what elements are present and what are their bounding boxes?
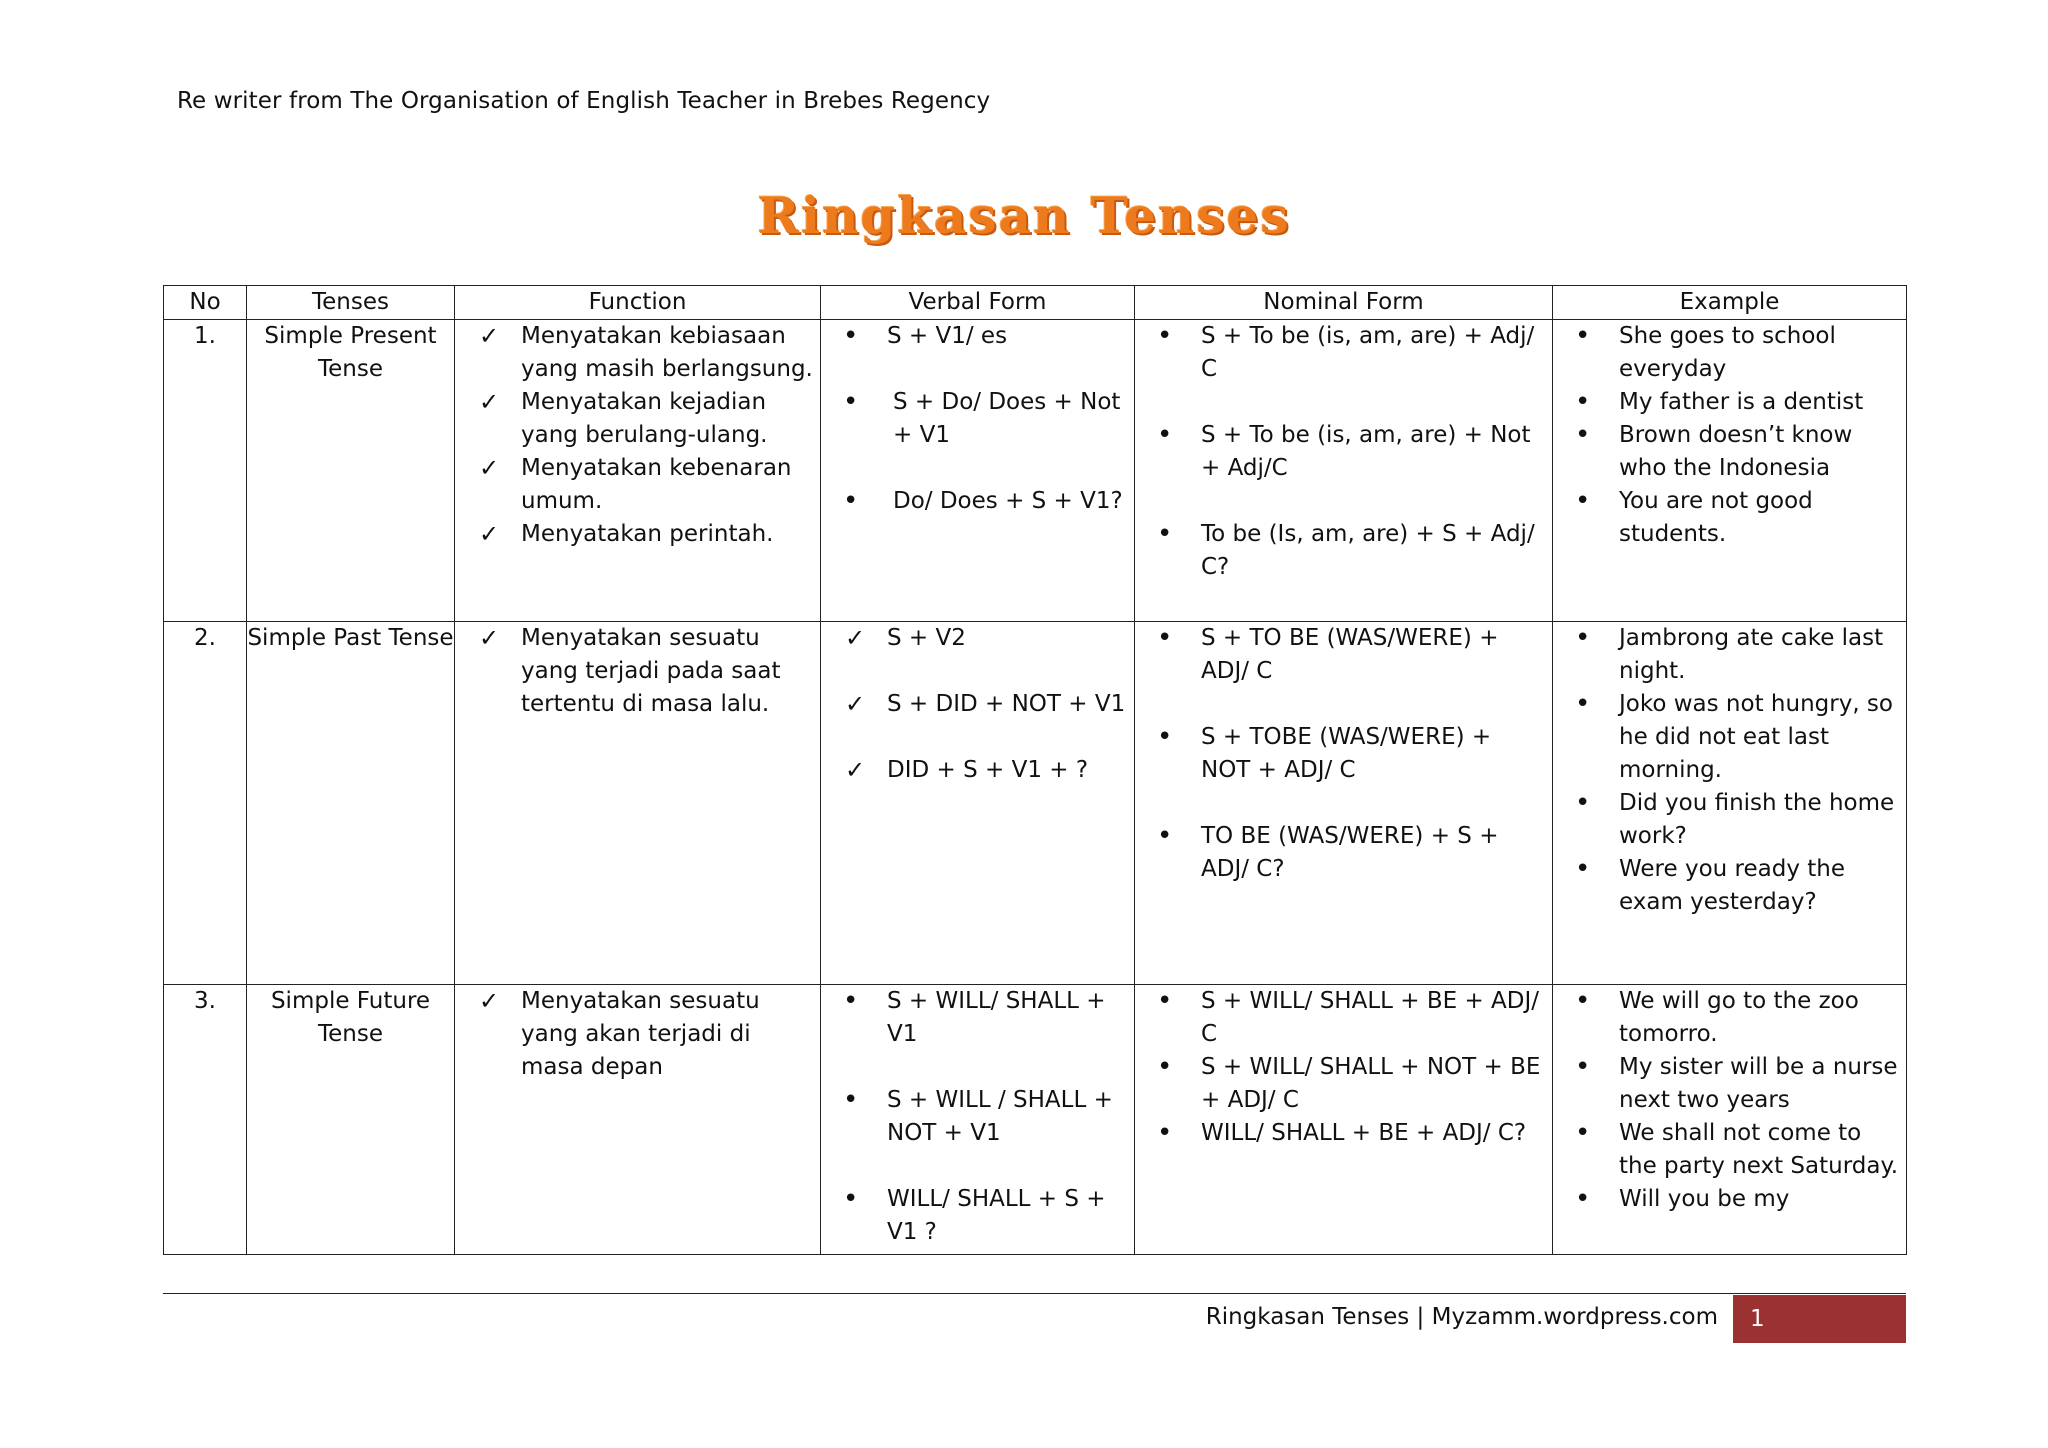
document-header: Re writer from The Organisation of English Teacher in Brebes Regency	[177, 88, 991, 114]
example-item: • My sister will be a nurse next two years	[1553, 1051, 1906, 1117]
example-item: • Brown doesn’t know who the Indonesia	[1553, 419, 1906, 485]
verbal-form-item: • S + WILL/ SHALL + V1	[821, 985, 1134, 1051]
nominal-form-item: • S + WILL/ SHALL + BE + ADJ/ C	[1135, 985, 1552, 1051]
nominal-form-item: • TO BE (WAS/WERE) + S + ADJ/ C?	[1135, 820, 1552, 886]
nominal-form-item: • S + To be (is, am, are) + Not + Adj/C	[1135, 419, 1552, 485]
nominal-form-item: • S + WILL/ SHALL + NOT + BE + ADJ/ C	[1135, 1051, 1552, 1117]
row-number: 2.	[164, 622, 247, 985]
example-item: • Did you finish the home work?	[1553, 787, 1906, 853]
nominal-form-item: • To be (Is, am, are) + S + Adj/ C?	[1135, 518, 1552, 584]
example-item: • My father is a dentist	[1553, 386, 1906, 419]
function-cell	[455, 985, 821, 1255]
function-cell	[455, 320, 821, 622]
verbal-form-item: ✓ S + DID + NOT + V1	[821, 688, 1134, 721]
table-row	[164, 622, 1907, 985]
example-item: • Were you ready the exam yesterday?	[1553, 853, 1906, 919]
example-cell	[1553, 985, 1907, 1255]
nominal-form-item: • WILL/ SHALL + BE + ADJ/ C?	[1135, 1117, 1552, 1150]
page-number: 1	[1733, 1295, 1906, 1343]
column-header: Nominal Form	[1135, 286, 1553, 320]
function-cell	[455, 622, 821, 985]
row-number: 3.	[164, 985, 247, 1255]
column-header: Example	[1553, 286, 1907, 320]
tense-name: Simple Past Tense	[247, 622, 455, 985]
example-item: • We shall not come to the party next Saturday.	[1553, 1117, 1906, 1183]
column-header: No	[164, 286, 247, 320]
row-number: 1.	[164, 320, 247, 622]
verbal-form-cell	[821, 985, 1135, 1255]
function-item: ✓ Menyatakan sesuatu yang akan terjadi di masa depan	[455, 985, 820, 1084]
example-item: • She goes to school everyday	[1553, 320, 1906, 386]
example-item: • You are not good students.	[1553, 485, 1906, 551]
verbal-form-cell	[821, 622, 1135, 985]
function-item: ✓ Menyatakan perintah.	[455, 518, 820, 551]
function-item: ✓ Menyatakan kebiasaan yang masih berlangsung.	[455, 320, 820, 386]
tenses-table	[163, 285, 1907, 1255]
function-item: ✓ Menyatakan sesuatu yang terjadi pada saat tertentu di masa lalu.	[455, 622, 820, 721]
verbal-form-item: ✓ DID + S + V1 + ?	[821, 754, 1134, 787]
nominal-form-item: • S + TOBE (WAS/WERE) + NOT + ADJ/ C	[1135, 721, 1552, 787]
table-row	[164, 320, 1907, 622]
verbal-form-item: ✓ S + V2	[821, 622, 1134, 655]
footer-text: Ringkasan Tenses | Myzamm.wordpress.com	[1205, 1304, 1718, 1330]
tense-name: Simple Future Tense	[247, 985, 455, 1255]
column-header: Verbal Form	[821, 286, 1135, 320]
example-item: • We will go to the zoo tomorro.	[1553, 985, 1906, 1051]
column-header: Function	[455, 286, 821, 320]
verbal-form-item: • S + V1/ es	[821, 320, 1134, 353]
nominal-form-cell	[1135, 985, 1553, 1255]
verbal-form-item: • Do/ Does + S + V1?	[821, 485, 1134, 518]
example-item: • Will you be my	[1553, 1183, 1906, 1216]
verbal-form-item: • WILL/ SHALL + S + V1 ?	[821, 1183, 1134, 1249]
function-item: ✓ Menyatakan kejadian yang berulang-ulang.	[455, 386, 820, 452]
verbal-form-cell	[821, 320, 1135, 622]
column-header: Tenses	[247, 286, 455, 320]
nominal-form-cell	[1135, 622, 1553, 985]
example-item: • Joko was not hungry, so he did not eat last morning.	[1553, 688, 1906, 787]
verbal-form-item: • S + Do/ Does + Not + V1	[821, 386, 1134, 452]
document-title: Ringkasan Tenses	[757, 186, 1291, 245]
nominal-form-item: • S + To be (is, am, are) + Adj/ C	[1135, 320, 1552, 386]
example-cell	[1553, 320, 1907, 622]
tense-name: Simple Present Tense	[247, 320, 455, 622]
example-item: • Jambrong ate cake last night.	[1553, 622, 1906, 688]
function-item: ✓ Menyatakan kebenaran umum.	[455, 452, 820, 518]
footer-divider	[163, 1293, 1906, 1294]
table-header-row	[164, 286, 1907, 320]
nominal-form-item: • S + TO BE (WAS/WERE) + ADJ/ C	[1135, 622, 1552, 688]
nominal-form-cell	[1135, 320, 1553, 622]
table-row	[164, 985, 1907, 1255]
example-cell	[1553, 622, 1907, 985]
verbal-form-item: • S + WILL / SHALL + NOT + V1	[821, 1084, 1134, 1150]
